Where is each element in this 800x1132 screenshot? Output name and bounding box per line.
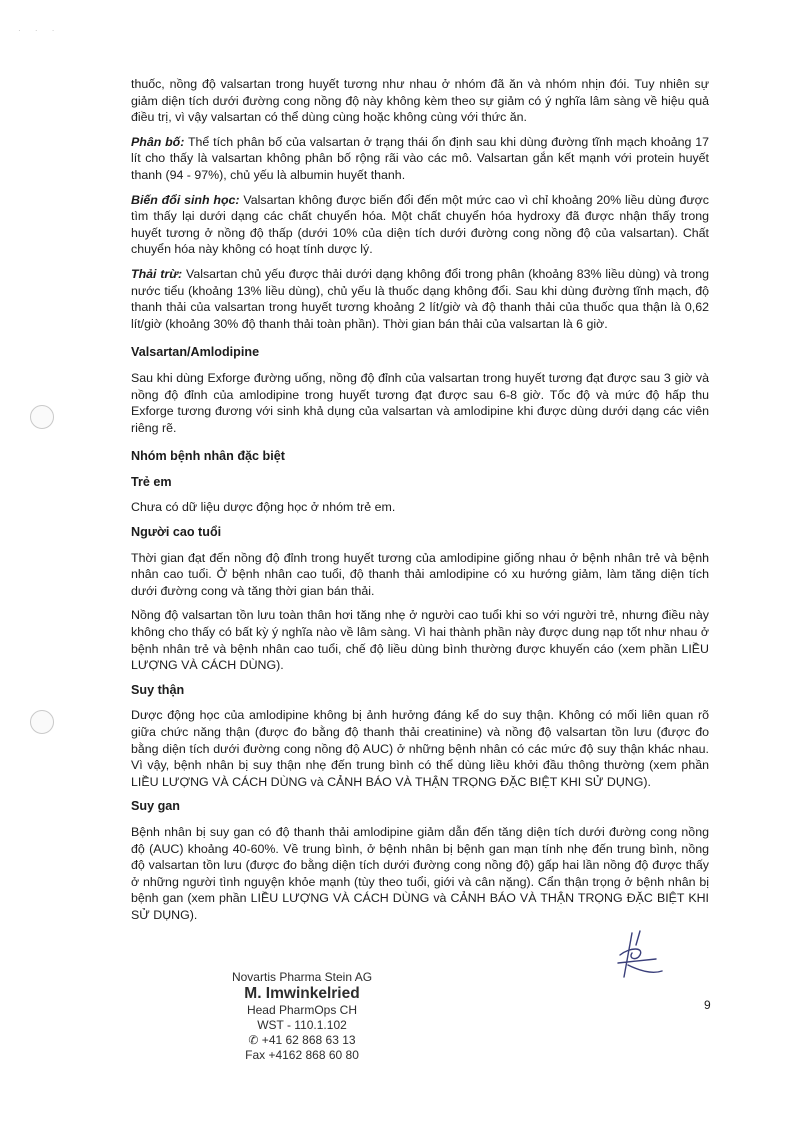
paragraph-elderly-1: Thời gian đạt đến nồng độ đỉnh trong huyết tương của amlodipine giống nhau ở bệnh nhân trẻ và bệnh nhân cao tuổi. Ở bệnh nhân cao tuổi, độ thanh thải amlodipine có xu hướng giảm, làm tăng diện tích dưới đường cong và tăng thời gian bán thải. <box>131 550 709 598</box>
paragraph-elderly-2: Nồng độ valsartan tồn lưu toàn thân hơi tăng nhẹ ở người cao tuổi khi so với người trẻ, nhưng điều này không cho thấy có bất kỳ ý nghĩa nào về lâm sàng. Vì hai thành phần này được dung nạp tốt như nhau ở bệnh nhân trẻ và bệnh nhân cao tuổi, chế độ liều dùng bình thường được khuyến cáo (xem phần LIỀU LƯỢNG VÀ CÁCH DÙNG). <box>131 608 709 673</box>
company-stamp <box>202 970 402 1063</box>
stamp-fax: Fax +4162 868 60 80 <box>245 1048 359 1062</box>
stamp-role: Head PharmOps CH <box>246 1003 358 1017</box>
heading-special-populations: Nhóm bệnh nhân đặc biệt <box>131 449 285 464</box>
label-elimination: Thải trừ: <box>131 266 183 281</box>
paragraph-valsartan-amlodipine: Sau khi dùng Exforge đường uống, nồng độ đỉnh của valsartan trong huyết tương đạt được sau 3 giờ và nồng độ đỉnh của amlodipine trong huyết tương đạt được sau 6-8 giờ. Tốc độ và mức độ hấp thu Exforge tương đương với sinh khả dụng của valsartan và amlodipine khi được dùng dưới dạng các viên riêng rẽ. <box>131 370 709 435</box>
stamp-name: M. Imwinkelried <box>244 985 360 1002</box>
page-number: 9 <box>704 998 711 1012</box>
paragraph-distribution <box>131 134 709 184</box>
handwritten-signature <box>610 925 670 985</box>
paragraph-renal-impairment: Dược động học của amlodipine không bị ảnh hưởng đáng kể do suy thận. Không có mối liên quan rõ giữa chức năng thận (được đo bằng độ thanh thải creatinine) và nồng độ valsartan tồn lưu (được đo bằng diện tích dưới đường cong nồng độ AUC) ở những bệnh nhân có các mức độ suy thận khác nhau. Vì vậy, bệnh nhân bị suy thận nhẹ đến trung bình có thể dùng liều khởi đầu thông thường (xem phần LIỀU LƯỢNG VÀ CÁCH DÙNG và CẢNH BÁO VÀ THẬN TRỌNG ĐẶC BIỆT KHI SỬ DỤNG). <box>131 708 709 789</box>
text-elimination: Valsartan chủ yếu được thải dưới dạng không đổi trong phân (khoảng 83% liều dùng) và trong nước tiểu (khoảng 13% liều dùng), chủ yếu là thuốc dạng không đổi. Sau khi dùng đường tĩnh mạch, độ thanh thải của valsartan trong huyết tương khoảng 2 lít/giờ và độ thanh thải của thuốc qua thận là 0,62 lít/giờ (khoảng 30% độ thanh thải toàn phần). Thời gian bán thải của valsartan là 6 giờ. <box>131 266 710 331</box>
label-biotransformation: Biến đổi sinh học: <box>131 192 240 207</box>
paragraph-biotransformation <box>131 192 709 258</box>
paragraph-elimination <box>131 266 709 332</box>
heading-valsartan-amlodipine: Valsartan/Amlodipine <box>131 345 260 360</box>
heading-elderly: Người cao tuổi <box>131 525 222 540</box>
paragraph-hepatic-impairment: Bệnh nhân bị suy gan có độ thanh thải amlodipine giảm dẫn đến tăng diện tích dưới đường cong nồng độ (AUC) khoảng 40-60%. Về trung bình, ở bệnh nhân bị bệnh gan mạn tính nhẹ đến trung bình, nồng độ valsartan tồn lưu (được đo bằng diện tích dưới đường cong nồng độ) gấp hai lần nồng độ được thấy ở những người tình nguyện khỏe mạnh (tùy theo tuổi, giới và cân nặng). Cẩn thận trọng ở bệnh nhân bị bệnh gan (xem phần LIỀU LƯỢNG VÀ CÁCH DÙNG và CẢNH BÁO VÀ THẬN TRỌNG ĐẶC BIỆT KHI SỬ DỤNG). <box>131 824 709 922</box>
scan-specks: · · · <box>18 26 61 35</box>
paragraph-children: Chưa có dữ liệu dược động học ở nhóm trẻ em. <box>131 500 396 515</box>
stamp-company: Novartis Pharma Stein AG <box>231 970 373 984</box>
stamp-phone: ✆ +41 62 868 63 13 <box>248 1033 356 1047</box>
punch-hole-top <box>30 405 54 429</box>
heading-renal-impairment: Suy thận <box>131 682 185 697</box>
paragraph-food-effect: thuốc, nồng độ valsartan trong huyết tương như nhau ở nhóm đã ăn và nhóm nhịn đói. Tuy nhiên sự giảm diện tích dưới đường cong nồng độ này không kèm theo sự giảm có ý nghĩa lâm sàng về hiệu quả điều trị, vì vậy valsartan có thể dùng cùng hoặc không cùng với thức ăn. <box>131 77 709 125</box>
text-biotransformation: Valsartan không được biến đổi đến một mức cao vì chỉ khoảng 20% liều dùng được tìm thấy lại dưới dạng các chất chuyển hóa. Một chất chuyển hóa hydroxy đã được nhận thấy trong huyết tương ở nồng độ thấp (dưới 10% của diện tích dưới đường cong nồng độ của valsartan). Chất chuyển hóa này không có hoạt tính dược lý. <box>131 192 710 257</box>
heading-children: Trẻ em <box>131 474 172 489</box>
text-distribution: Thể tích phân bố của valsartan ở trạng thái ổn định sau khi dùng đường tĩnh mạch khoảng 17 lít cho thấy là valsartan không phân bố rộng rãi vào các mô. Valsartan gắn kết mạnh với protein huyết thanh (94 - 97%), chủ yếu là albumin huyết thanh. <box>131 134 709 182</box>
label-distribution: Phân bố: <box>131 134 185 149</box>
heading-hepatic-impairment: Suy gan <box>131 799 180 814</box>
stamp-code: WST - 110.1.102 <box>257 1018 347 1032</box>
body-text <box>131 76 709 932</box>
punch-hole-bottom <box>30 710 54 734</box>
